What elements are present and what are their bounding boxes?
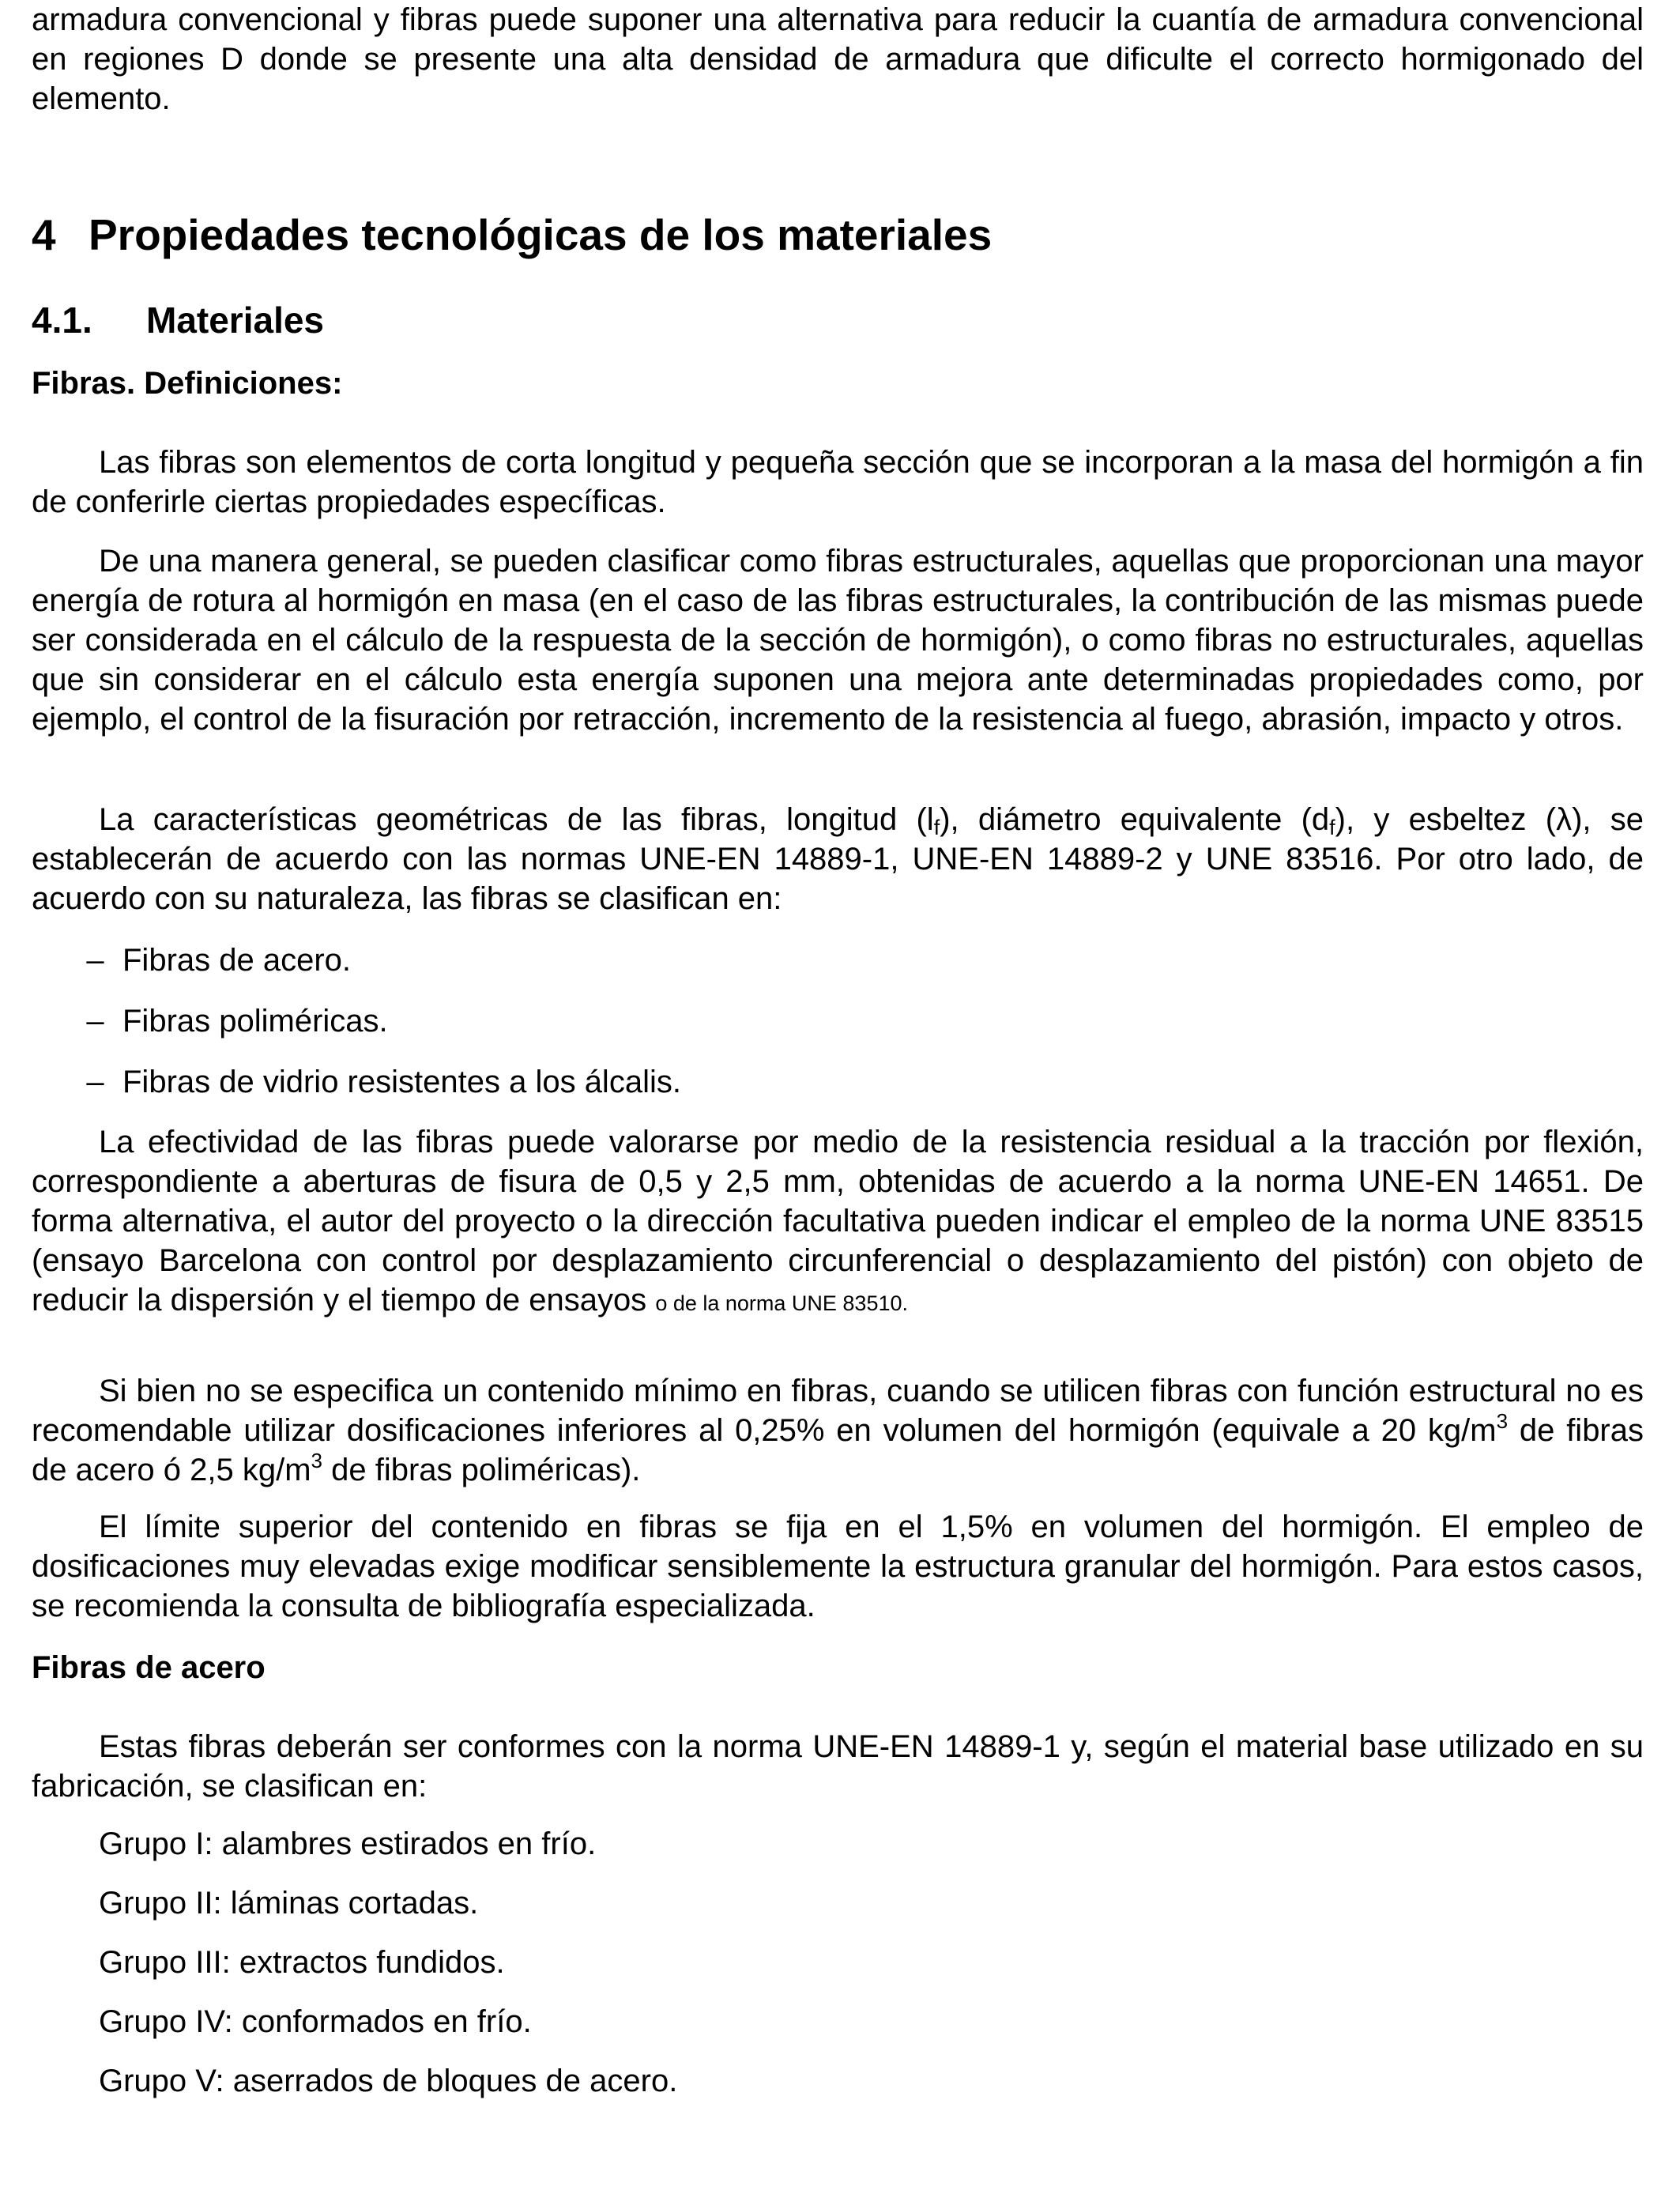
list-item <box>32 941 681 1001</box>
list-item-text: Fibras de vidrio resistentes a los álcalis. <box>122 1065 681 1099</box>
chapter-number: 4 <box>32 210 56 259</box>
list-item: Grupo V: aserrados de bloques de acero. <box>99 2064 678 2098</box>
subheading-definitions: Fibras. Definiciones: <box>32 366 343 401</box>
p3-text-c: ), y esbeltez (λ), se establecerán de acuerdo con las normas UNE-EN 14889-1, UNE-EN 14889-2 y UNE 83516. Por otro lado, de acuerdo con su naturaleza, las fibras se clasifican en: <box>32 802 1644 916</box>
p3-text-b: ), diámetro equivalente (d <box>940 802 1330 837</box>
section-number: 4.1. <box>32 300 92 341</box>
section-heading <box>32 297 324 343</box>
chapter-title: Propiedades tecnológicas de los materiales <box>89 210 993 259</box>
p5-text-a: Si bien no se especifica un contenido mínimo en fibras, cuando se utilicen fibras con función estructural no es recomendable utilizar dosificaciones inferiores al 0,25% en volumen del hormigón (equivale a 20 kg/m <box>32 1374 1644 1448</box>
p3-subscript-lf: f <box>933 816 940 839</box>
p3-subscript-df: f <box>1329 816 1335 839</box>
paragraph-steel-fibers: Estas fibras deberán ser conformes con la norma UNE-EN 14889-1 y, según el material base utilizado en su fabricación, se clasifican en: <box>32 1729 1644 1804</box>
paragraph-fiber-effectiveness <box>32 1122 1644 1323</box>
paragraph-fiber-definition: Las fibras son elementos de corta longitud y pequeña sección que se incorporan a la masa del hormigón a fin de conferirle ciertas propiedades específicas. <box>32 445 1644 519</box>
list-item <box>32 1001 681 1062</box>
p3-text-a: La características geométricas de las fibras, longitud (l <box>99 802 934 837</box>
subheading-steel-fibers: Fibras de acero <box>32 1650 266 1685</box>
steel-groups-list <box>32 1824 677 2120</box>
chapter-heading <box>32 207 992 262</box>
paragraph-geometric-characteristics <box>32 800 1644 918</box>
paragraph-minimum-content <box>32 1371 1644 1490</box>
list-item: Grupo II: láminas cortadas. <box>99 1886 479 1921</box>
list-item: Grupo I: alambres estirados en frío. <box>99 1826 597 1861</box>
p5-text-c: de fibras poliméricas). <box>322 1453 641 1487</box>
fiber-types-list <box>32 941 681 1123</box>
list-item-text: Fibras de acero. <box>122 943 352 978</box>
intro-paragraph: armadura convencional y fibras puede suponer una alternativa para reducir la cuantía de armadura convencional en regiones D donde se presente una alta densidad de armadura que dificulte el correcto hormigonado del elemento. <box>32 2 1644 116</box>
paragraph-fiber-classification: De una manera general, se pueden clasificar como fibras estructurales, aquellas que proporcionan una mayor energía de rotura al hormigón en masa (en el caso de las fibras estructurales, la contribución de las mismas puede ser considerada en el cálculo de la respuesta de la sección de hormigón), o como fibras no estructurales, aquellas que sin considerar en el cálculo esta energía suponen una mejora ante determinadas propiedades como, por ejemplo, el control de la fisuración por retracción, incremento de la resistencia al fuego, abrasión, impacto y otros. <box>32 544 1644 737</box>
list-item: Grupo III: extractos fundidos. <box>99 1945 505 1980</box>
dash-bullet: – <box>86 1004 104 1039</box>
p5-text-b: de fibras de acero ó 2,5 kg/m <box>32 1413 1644 1487</box>
dash-bullet: – <box>86 1065 104 1099</box>
paragraph-upper-limit: El límite superior del contenido en fibras se fija en el 1,5% en volumen del hormigón. El empleo de dosificaciones muy elevadas exige modificar sensiblemente la estructura granular del hormigón. Para estos casos, se recomienda la consulta de bibliografía especializada. <box>32 1510 1644 1623</box>
list-item-text: Fibras poliméricas. <box>122 1004 388 1039</box>
section-title: Materiales <box>146 300 325 341</box>
p5-superscript-2: 3 <box>311 1449 323 1472</box>
p4-main-text: La efectividad de las fibras puede valorarse por medio de la resistencia residual a la tracción por flexión, correspondiente a aberturas de fisura de 0,5 y 2,5 mm, obtenidas de acuerdo a la norma UNE-EN 14651. De forma alternativa, el autor del proyecto o la dirección facultativa pueden indicar el empleo de la norma UNE 83515 (ensayo Barcelona con control por desplazamiento circunferencial o desplazamiento del pistón) con objeto de reducir la dispersión y el tiempo de ensayos <box>32 1125 1644 1318</box>
p5-superscript-1: 3 <box>1496 1409 1509 1433</box>
dash-bullet: – <box>86 943 104 978</box>
list-item: Grupo IV: conformados en frío. <box>99 2004 532 2039</box>
list-item <box>32 1062 681 1123</box>
p4-small-text: o de la norma UNE 83510. <box>655 1291 909 1315</box>
